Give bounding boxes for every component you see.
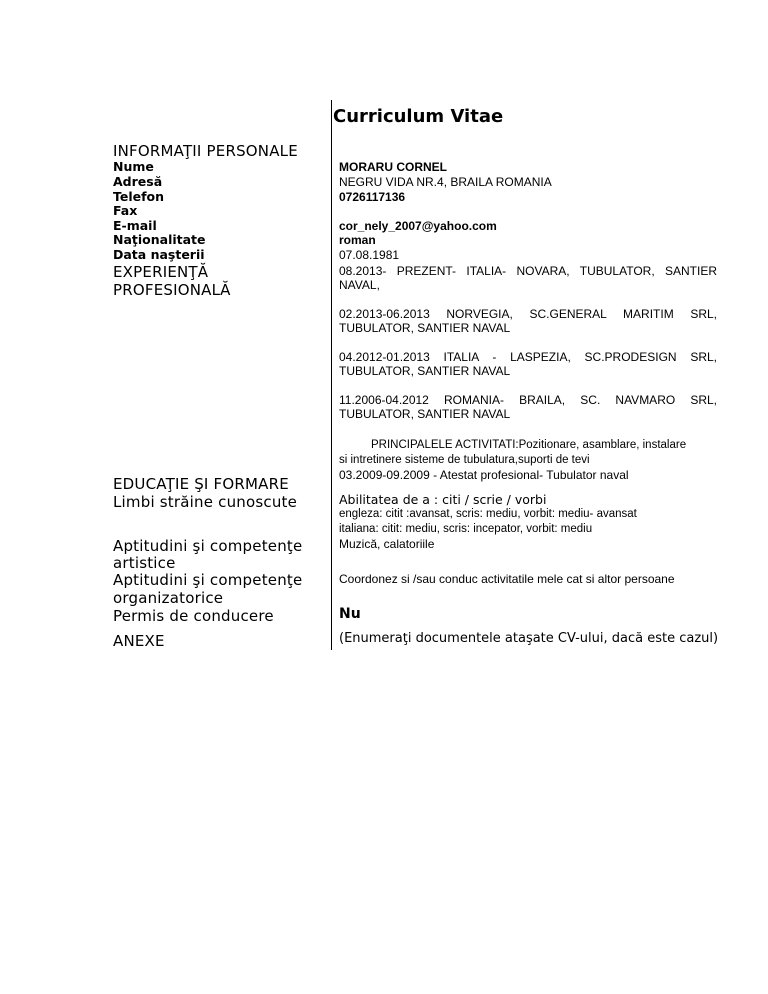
label-annexes: ANEXE (113, 632, 165, 650)
section-experience-line1: EXPERIENŢĂ (113, 263, 209, 281)
value-birth-date: 07.08.1981 (339, 248, 400, 262)
label-address: Adresă (113, 174, 163, 189)
value-nationality: roman (339, 233, 376, 247)
label-nationality: Naţionalitate (113, 232, 206, 247)
label-artistic-line1: Aptitudini şi competenţe (113, 537, 303, 555)
experience-entry-line2: TUBULATOR, SANTIER NAVAL (339, 321, 511, 335)
experience-entry-line1: 11.2006-04.2012 ROMANIA- BRAILA, SC. NAVMARO SRL, (339, 393, 717, 407)
experience-entry (339, 307, 717, 335)
value-address: NEGRU VIDA NR.4, BRAILA ROMANIA (339, 175, 552, 189)
experience-entry (339, 393, 717, 421)
section-experience-line2: PROFESIONALĂ (113, 281, 231, 299)
value-organizational: Coordonez si /sau conduc activitatile mele cat si altor persoane (339, 572, 675, 586)
experience-activities-line1: PRINCIPALELE ACTIVITATI:Pozitionare, asamblare, instalare (371, 439, 687, 451)
experience-entry-line2: NAVAL, (339, 278, 380, 292)
label-organizational-line1: Aptitudini şi competenţe (113, 571, 303, 589)
value-languages-italian: italiana: citit: mediu, scris: incepator, vorbit: mediu (339, 523, 593, 535)
label-birth-date: Data naşterii (113, 247, 205, 262)
value-artistic: Muzică, calatoriile (339, 537, 435, 551)
experience-activities-line2: si intretinere sisteme de tubulatura,suporti de tevi (339, 454, 590, 466)
label-name: Nume (113, 159, 154, 174)
column-divider (331, 100, 332, 650)
experience-entry-line2: TUBULATOR, SANTIER NAVAL (339, 364, 511, 378)
experience-entry-line2: TUBULATOR, SANTIER NAVAL (339, 407, 511, 421)
page-title: Curriculum Vitae (333, 106, 504, 127)
label-languages: Limbi străine cunoscute (113, 493, 298, 511)
experience-entry (339, 264, 717, 292)
label-fax: Fax (113, 203, 138, 218)
label-phone: Telefon (113, 189, 165, 204)
experience-entry (339, 350, 717, 378)
section-education: EDUCAŢIE ŞI FORMARE (113, 475, 289, 493)
value-languages-english: engleza: citit :avansat, scris: mediu, vorbit: mediu- avansat (339, 508, 637, 520)
experience-entry-line1: 02.2013-06.2013 NORVEGIA, SC.GENERAL MARITIM SRL, (339, 307, 717, 321)
label-artistic-line2: artistice (113, 554, 176, 572)
label-organizational-line2: organizatorice (113, 589, 224, 607)
experience-entry-line1: 04.2012-01.2013 ITALIA - LASPEZIA, SC.PRODESIGN SRL, (339, 350, 717, 364)
value-driving: Nu (339, 606, 361, 622)
value-annexes: (Enumeraţi documentele ataşate CV-ului, dacă este cazul) (339, 631, 719, 646)
section-personal-info: INFORMAŢII PERSONALE (113, 142, 298, 160)
label-email: E-mail (113, 218, 157, 233)
value-email: cor_nely_2007@yahoo.com (339, 219, 497, 233)
label-driving: Permis de conducere (113, 607, 274, 625)
value-phone: 0726117136 (339, 190, 406, 204)
value-languages-intro: Abilitatea de a : citi / scrie / vorbi (339, 492, 547, 507)
value-name: MORARU CORNEL (339, 160, 447, 174)
value-education: 03.2009-09.2009 - Atestat profesional- Tubulator naval (339, 468, 629, 482)
experience-entry-line1: 08.2013- PREZENT- ITALIA- NOVARA, TUBULATOR, SANTIER (339, 264, 717, 278)
